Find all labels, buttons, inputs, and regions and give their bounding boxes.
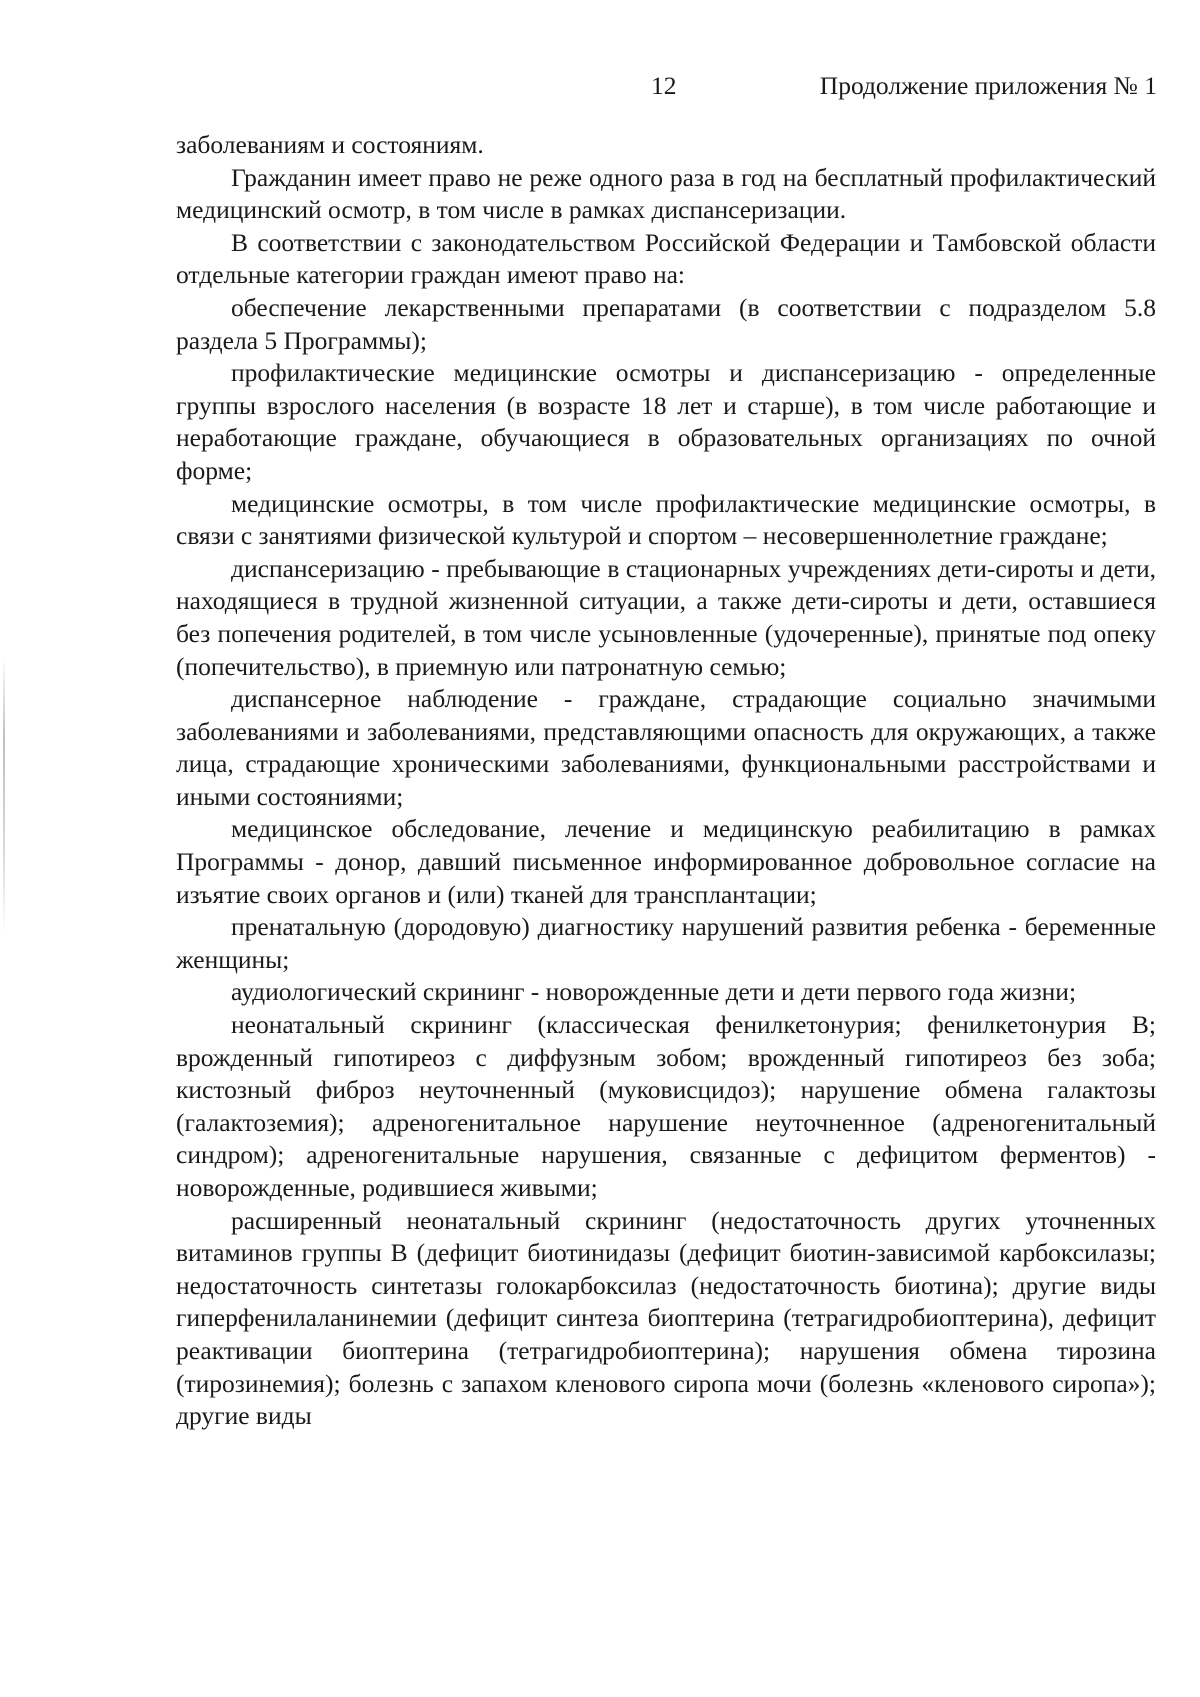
list-item-extended-neonatal-screening: расширенный неонатальный скрининг (недостаточность других уточненных витаминов группы В (дефицит биотинидазы (дефицит биотин-зависимой карбоксилазы; недостаточность синтетазы голокарбоксилаз (недостаточность биотина); другие виды гиперфенилаланинемии (дефицит синтеза биоптерина (тетрагидробиоптерина), дефицит реактивации биоптерина (тетрагидробиоптерина); нарушения обмена тирозина (тирозинемия); болезнь с запахом кленового сиропа мочи (болезнь «кленового сиропа»); другие виды [176, 1205, 1156, 1431]
appendix-continuation-label: Продолжение приложения № 1 [819, 71, 1157, 100]
list-item-audiological: аудиологический скрининг - новорожденные дети и дети первого года жизни; [231, 977, 1077, 1007]
page-number: 12 [651, 71, 677, 100]
page-header [0, 66, 1200, 106]
list-item-medicines: обеспечение лекарственными препаратами (в соответствии с подразделом 5.8 раздела 5 Программы); [176, 292, 1156, 355]
list-item-adult-checkups: профилактические медицинские осмотры и диспансеризацию - определенные группы взрослого населения (в возрасте 18 лет и старше), в том числе работающие и неработающие граждане, обучающиеся в образовательных организациях по очной форме; [176, 358, 1156, 485]
list-item-donor: медицинское обследование, лечение и медицинскую реабилитацию в рамках Программы - донор, давший письменное информированное добровольное согласие на изъятие своих органов и (или) тканей для трансплантации; [176, 814, 1156, 909]
paragraph-legislation-intro: В соответствии с законодательством Российской Федерации и Тамбовской области отдельные категории граждан имеют право на: [176, 227, 1156, 290]
list-item-minor-checkups: медицинские осмотры, в том числе профилактические медицинские осмотры, в связи с занятиями физической культурой и спортом – несовершеннолетние граждане; [176, 488, 1156, 551]
scan-edge-mark [3, 655, 5, 935]
list-item-dispensary-observation: диспансерное наблюдение - граждане, страдающие социально значимыми заболеваниями и заболеваниями, представляющими опасность для окружающих, а также лица, страдающие хроническими заболеваниями, функциональными расстройствами и иными состояниями; [176, 684, 1156, 811]
document-body [176, 129, 1156, 1433]
list-item-orphan-dispensarization: диспансеризацию - пребывающие в стационарных учреждениях дети-сироты и дети, находящиеся в трудной жизненной ситуации, а также дети-сироты и дети, оставшиеся без попечения родителей, в том числе усыновленные (удочеренные), принятые под опеку (попечительство), в приемную или патронатную семью; [176, 553, 1156, 681]
paragraph-continuation: заболеваниям и состояниям. [176, 130, 484, 159]
list-item-prenatal: пренатальную (дородовую) диагностику нарушений развития ребенка - беременные женщины; [176, 912, 1156, 974]
paragraph-checkup-right: Гражданин имеет право не реже одного раза в год на бесплатный профилактический медицинский осмотр, в том числе в рамках диспансеризации. [176, 162, 1156, 225]
list-item-neonatal-screening: неонатальный скрининг (классическая фенилкетонурия; фенилкетонурия В; врожденный гипотиреоз с диффузным зобом; врожденный гипотиреоз без зоба; кистозный фиброз неуточненный (муковисцидоз); нарушение обмена галактозы (галактоземия); адреногенитальное нарушение неуточненное (адреногенитальный синдром); адреногенитальные нарушения, связанные с дефицитом ферментов) - новорожденные, родившиеся живыми; [176, 1010, 1156, 1202]
